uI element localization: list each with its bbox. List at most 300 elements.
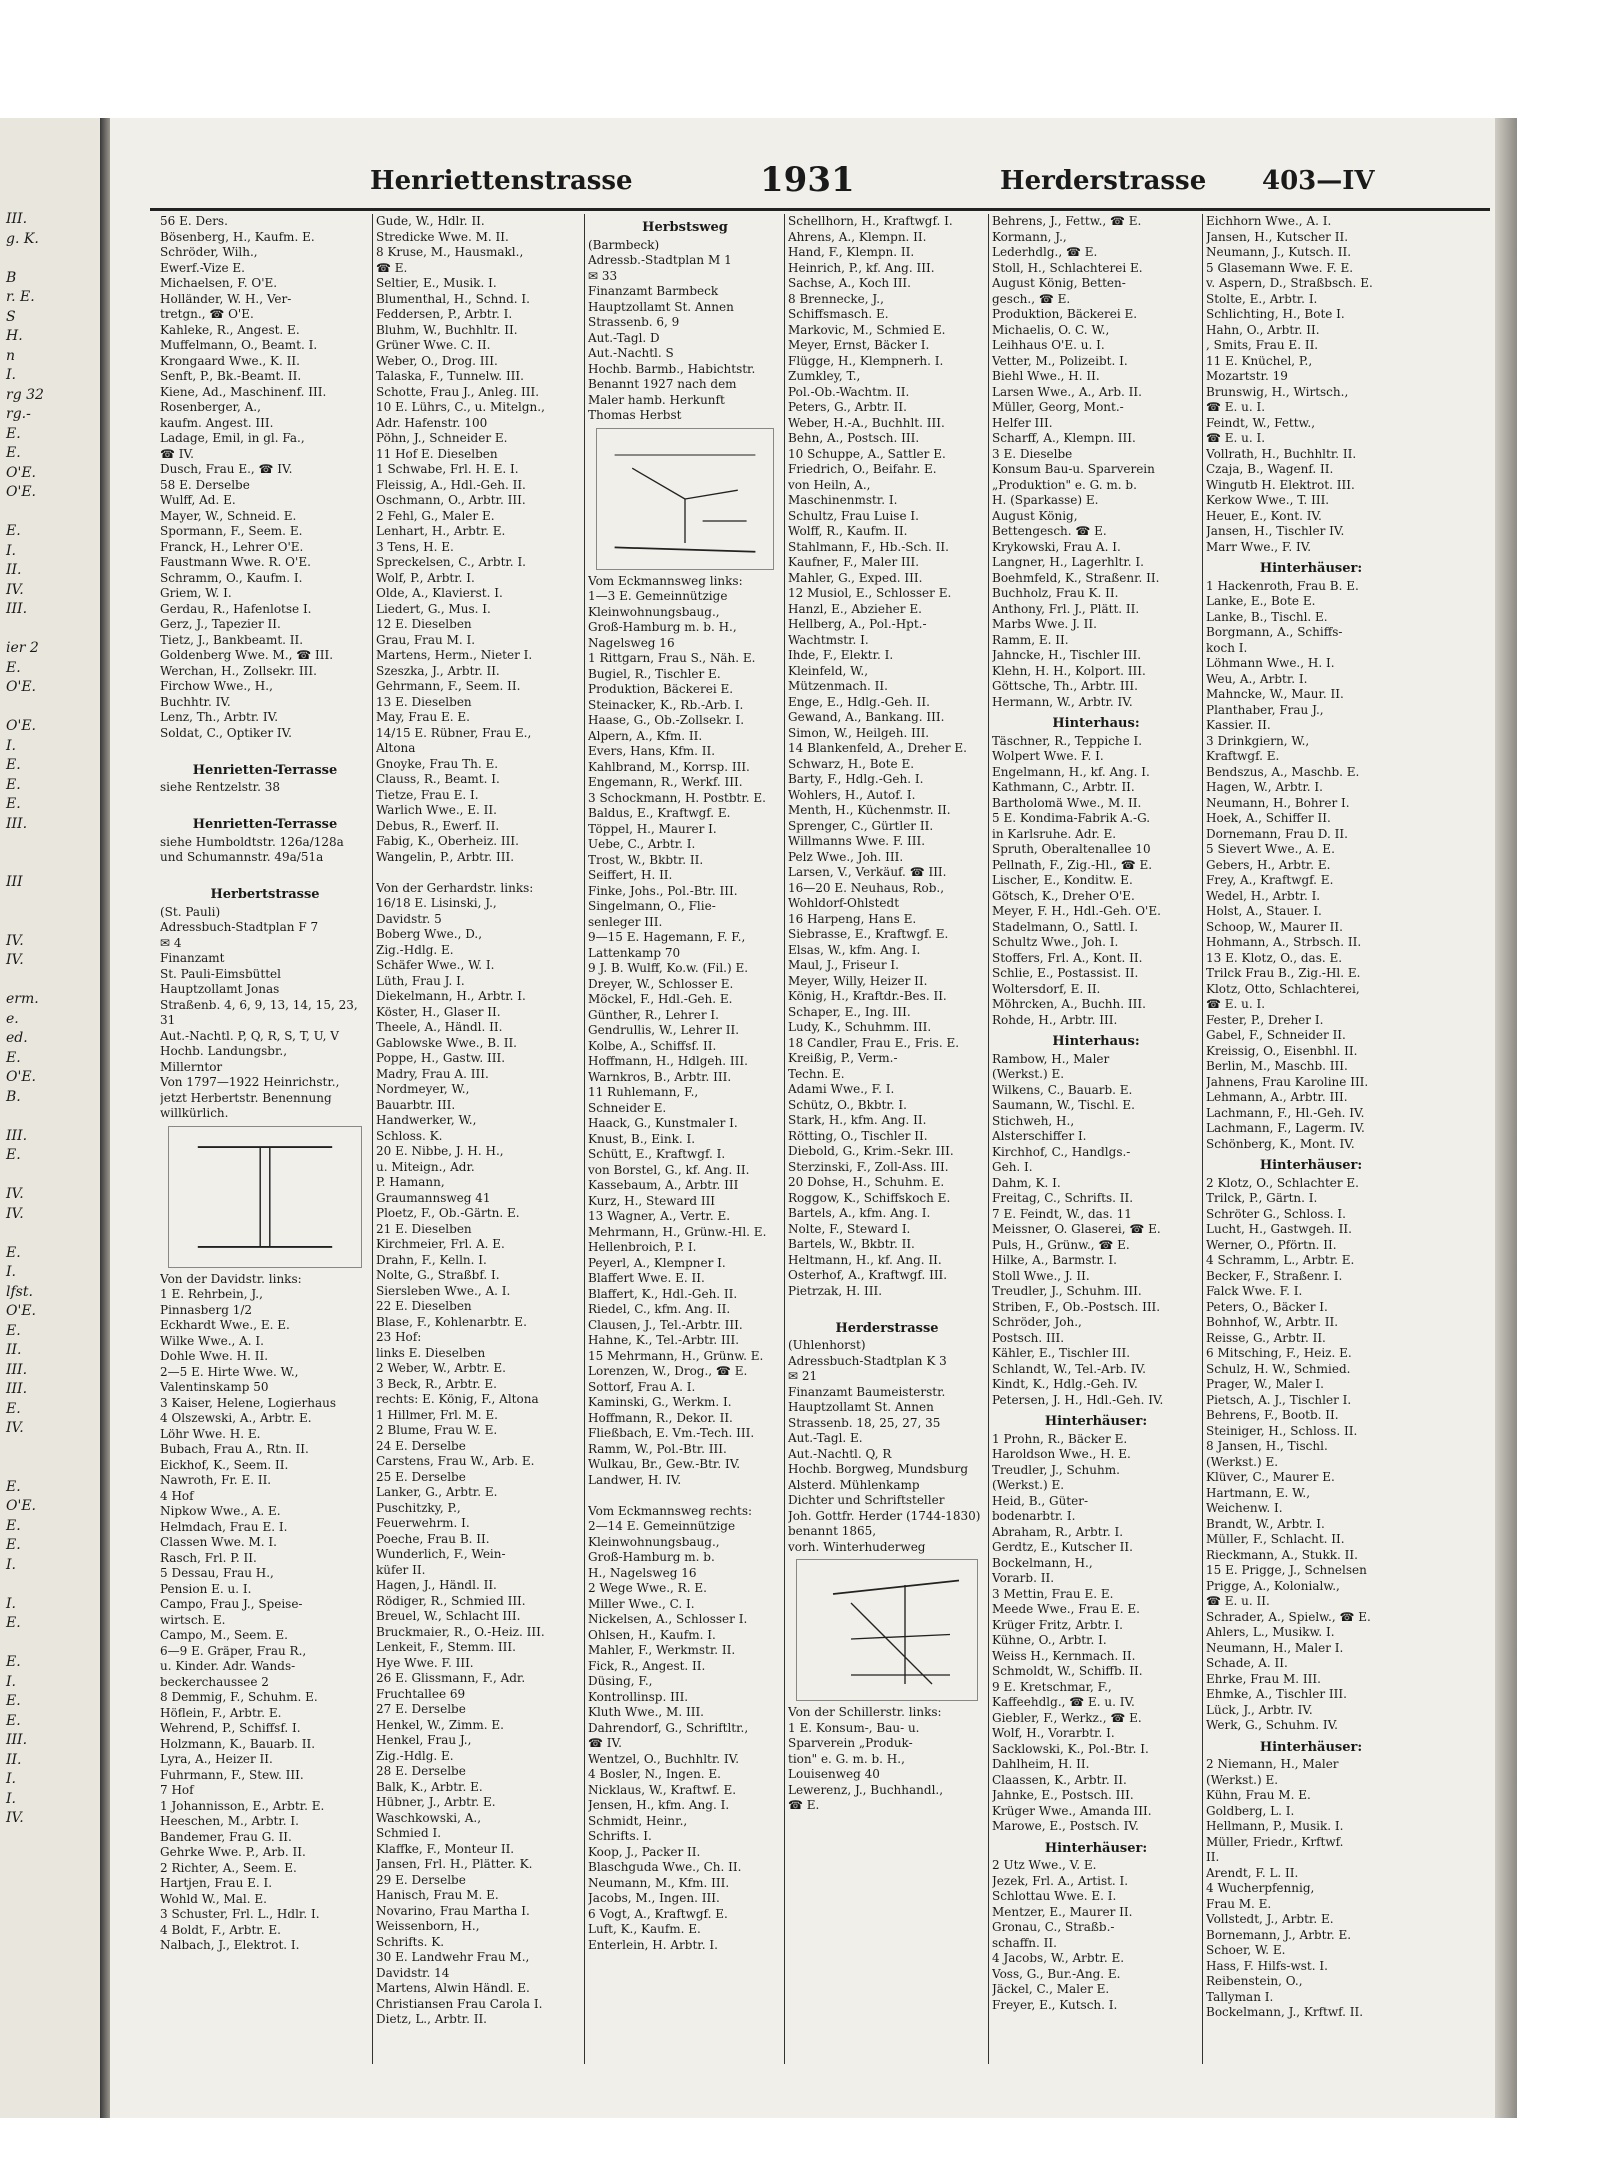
- directory-entry: Weiss H., Kernmach. II.: [992, 1648, 1136, 1663]
- directory-entry: Mützenmach. II.: [788, 679, 888, 693]
- directory-entry: Uebe, C., Arbtr. I.: [588, 837, 696, 851]
- directory-entry: 18 Candler, Frau E., Fris. E.: [788, 1035, 960, 1050]
- directory-entry: Claassen, K., Arbtr. II.: [992, 1772, 1127, 1787]
- directory-entry: 2 Utz Wwe., V. E.: [992, 1858, 1097, 1872]
- directory-entry: Wolpert Wwe. F. I.: [992, 749, 1104, 763]
- directory-entry: Peyerl, A., Klempner I.: [588, 1255, 726, 1270]
- directory-entry: Schlie, E., Postassist. II.: [992, 966, 1139, 980]
- section-heading: Henrietten-Terrasse: [192, 762, 338, 778]
- directory-entry: Spruth, Oberaltenallee 10: [992, 842, 1151, 856]
- directory-entry: 9—15 E. Hagemann, F. F.,: [588, 930, 746, 944]
- directory-entry: 27 E. Derselbe: [376, 1702, 466, 1716]
- directory-entry: 15 E. Prigge, J., Schnelsen: [1206, 1563, 1367, 1577]
- directory-entry: Helfer III.: [992, 415, 1053, 430]
- directory-entry: Schiffsmasch. E.: [788, 307, 889, 321]
- directory-entry: Stadelmann, O., Sattl. I.: [992, 919, 1139, 934]
- map-street-line: [685, 490, 738, 499]
- directory-entry: Lischer, E., Konditw. E.: [992, 873, 1133, 887]
- directory-entry: Krüger Wwe., Amanda III.: [992, 1803, 1152, 1818]
- directory-entry: (Werkst.) E.: [1206, 1454, 1279, 1469]
- directory-entry: ☎ E. u. II.: [1206, 1594, 1270, 1608]
- directory-entry: Landwer, H. IV.: [588, 1472, 682, 1487]
- directory-entry: koch I.: [1206, 640, 1248, 655]
- directory-entry: 2 Weber, W., Arbtr. E.: [376, 1361, 506, 1375]
- map-street-line: [833, 1581, 959, 1595]
- directory-entry: Wolf, H., Vorarbtr. I.: [992, 1726, 1115, 1740]
- directory-entry: u. Miteign., Adr.: [376, 1159, 475, 1174]
- directory-entry: Wentzel, O., Buchhltr. IV.: [588, 1751, 740, 1766]
- directory-entry: 1 Schwabe, Frl. H. E. I.: [376, 462, 519, 476]
- directory-entry: Ewerf.-Vize E.: [160, 260, 245, 275]
- directory-entry: Madry, Frau A. III.: [376, 1066, 489, 1081]
- directory-entry: Ramm, E. II.: [992, 632, 1069, 647]
- directory-entry: Bettengesch. ☎ E.: [992, 524, 1107, 538]
- directory-entry: Leihhaus O'E. u. I.: [992, 338, 1105, 352]
- directory-entry: Becker, F., Straßenr. I.: [1206, 1268, 1343, 1283]
- directory-entry: [160, 866, 370, 882]
- directory-entry: Lüth, Frau J. I.: [376, 973, 465, 988]
- directory-entry: Ploetz, F., Ob.-Gärtn. E.: [376, 1206, 520, 1220]
- directory-entry: 24 E. Derselbe: [376, 1438, 466, 1453]
- directory-entry: Köster, H., Glaser II.: [376, 1004, 501, 1019]
- directory-entry: Bohnhof, W., Arbtr. II.: [1206, 1315, 1339, 1329]
- directory-entry: [160, 741, 370, 757]
- directory-entry: Neumann, M., Kfm. III.: [588, 1875, 730, 1890]
- directory-entry: Hagen, J., Händl. II.: [376, 1578, 497, 1592]
- directory-entry: Schoop, W., Maurer II.: [1206, 919, 1343, 934]
- directory-entry: 26 E. Glissmann, F., Adr.: [376, 1671, 526, 1685]
- directory-entry: Zig.-Hdlg. E.: [376, 942, 454, 957]
- directory-entry: Schneider E.: [588, 1100, 667, 1115]
- directory-entry: Finke, Johs., Pol.-Btr. III.: [588, 883, 738, 898]
- directory-entry: August König, Betten-: [992, 276, 1126, 290]
- directory-entry: Kreißig, P., Verm.-: [788, 1051, 898, 1065]
- directory-entry: Engemann, R., Werkf. III.: [588, 775, 743, 789]
- directory-entry: Mahncke, W., Maur. II.: [1206, 687, 1344, 701]
- directory-entry: 3 Kaiser, Helene, Logierhaus: [160, 1395, 336, 1410]
- directory-entry: Produktion, Bäckerei E.: [992, 307, 1138, 321]
- directory-entry: Schade, A. II.: [1206, 1656, 1288, 1670]
- directory-entry: Kaufner, F., Maler III.: [788, 555, 920, 569]
- directory-entry: Krongaard Wwe., K. II.: [160, 353, 300, 368]
- directory-entry: Alsterd. Mühlenkamp: [788, 1477, 920, 1492]
- directory-entry: Gerdtz, E., Kutscher II.: [992, 1540, 1133, 1554]
- directory-entry: Dahm, K. I.: [992, 1175, 1061, 1190]
- directory-entry: 56 E. Ders.: [160, 214, 228, 228]
- directory-entry: Jansen, H., Kutscher II.: [1206, 229, 1349, 244]
- directory-entry: Heltmann, H., kf. Ang. II.: [788, 1252, 942, 1267]
- directory-entry: Meyer, Willy, Heizer II.: [788, 973, 928, 988]
- map-street-line: [851, 1603, 932, 1684]
- directory-entry: Nolte, G., Straßbf. I.: [376, 1268, 500, 1282]
- directory-entry: Wilkens, C., Bauarb. E.: [992, 1082, 1133, 1097]
- directory-entry: Jansen, H., Tischler IV.: [1206, 524, 1345, 538]
- street-map-box: [596, 428, 774, 570]
- directory-entry: Kahleke, R., Angest. E.: [160, 322, 300, 337]
- directory-entry: Boehmfeld, K., Straßenr. II.: [992, 570, 1160, 585]
- directory-entry: 3 Tens, H. E.: [376, 539, 454, 554]
- directory-entry: Woltersdorf, E. II.: [992, 981, 1101, 996]
- directory-entry: 1 Rittgarn, Frau S., Näh. E.: [588, 651, 756, 665]
- directory-entry: Ahlers, L., Musikw. I.: [1206, 1625, 1335, 1639]
- directory-entry: Hanzl, E., Abzieher E.: [788, 601, 922, 616]
- directory-entry: Kormann, J.,: [992, 229, 1067, 244]
- directory-entry: Gehrke Wwe. P., Arb. II.: [160, 1845, 306, 1859]
- directory-entry: Mentzer, E., Maurer II.: [992, 1904, 1133, 1919]
- directory-entry: [788, 1299, 986, 1315]
- directory-entry: ✉ 4: [160, 935, 182, 950]
- directory-entry: Dornemann, Frau D. II.: [1206, 826, 1348, 841]
- directory-entry: 16/18 E. Lisinski, J.,: [376, 896, 497, 910]
- directory-entry: Sottorf, Frau A. I.: [588, 1379, 696, 1394]
- directory-entry: Steinacker, K., Rb.-Arb. I.: [588, 697, 744, 712]
- directory-entry: Werchan, H., Zollsekr. III.: [160, 663, 317, 678]
- directory-entry: Kühn, Frau M. E.: [1206, 1788, 1311, 1802]
- directory-entry: Lenz, Th., Arbtr. IV.: [160, 710, 279, 724]
- directory-entry: Martens, Alwin Händl. E.: [376, 1981, 530, 1995]
- directory-entry: Lanke, E., Bote E.: [1206, 594, 1316, 608]
- directory-entry: Ladage, Emil, in gl. Fa.,: [160, 431, 305, 445]
- directory-entry: Engelmann, H., kf. Ang. I.: [992, 764, 1150, 779]
- directory-entry: Schröder, Wilh.,: [160, 245, 258, 259]
- directory-entry: Kähler, E., Tischler III.: [992, 1346, 1131, 1360]
- directory-entry: Hagen, W., Arbtr. I.: [1206, 780, 1323, 794]
- directory-entry: 21 E. Dieselben: [376, 1221, 472, 1236]
- directory-entry: 6—9 E. Gräper, Frau R.,: [160, 1643, 307, 1658]
- directory-entry: Holländer, W. H., Ver-: [160, 291, 292, 306]
- directory-entry: Berlin, M., Maschb. III.: [1206, 1059, 1348, 1073]
- directory-entry: Marowe, E., Postsch. IV.: [992, 1819, 1139, 1833]
- directory-entry: Stoll, H., Schlachterei E.: [992, 260, 1143, 275]
- directory-entry: Trilck, P., Gärtn. I.: [1206, 1191, 1318, 1205]
- directory-entry: Schmoldt, W., Schiffb. II.: [992, 1664, 1143, 1678]
- directory-entry: Nagelsweg 16: [588, 635, 675, 650]
- directory-entry: Haroldson Wwe., H. E.: [992, 1447, 1131, 1461]
- directory-entry: Handwerker, W.,: [376, 1113, 477, 1127]
- street-map-box: [796, 1559, 978, 1701]
- directory-entry: Prager, W., Maler I.: [1206, 1377, 1324, 1391]
- directory-entry: Helmdach, Frau E. I.: [160, 1519, 288, 1534]
- directory-entry: Adr. Hafenstr. 100: [376, 415, 488, 430]
- directory-entry: Szeszka, J., Arbtr. II.: [376, 663, 500, 678]
- directory-entry: Sachse, A., Koch III.: [788, 276, 911, 290]
- directory-entry: 14/15 E. Rübner, Frau E.,: [376, 725, 532, 740]
- directory-entry: Jacobs, M., Ingen. III.: [588, 1891, 720, 1905]
- directory-entry: Hartjen, Frau E. I.: [160, 1876, 273, 1890]
- directory-entry: Carstens, Frau W., Arb. E.: [376, 1454, 535, 1468]
- directory-entry: 13 Wagner, A., Vertr. E.: [588, 1209, 731, 1223]
- directory-entry: 11 E. Knüchel, P.,: [1206, 353, 1313, 368]
- directory-entry: Franck, H., Lehrer O'E.: [160, 539, 304, 554]
- directory-entry: Stredicke Wwe. M. II.: [376, 229, 509, 244]
- directory-entry: Firchow Wwe., H.,: [160, 679, 273, 693]
- directory-entry: Kleinwohnungsbaug.,: [588, 1534, 720, 1549]
- directory-entry: Neumann, H., Maler I.: [1206, 1640, 1344, 1655]
- directory-entry: Treudler, J., Schuhm. III.: [992, 1284, 1142, 1298]
- directory-entry: Mayer, W., Schneid. E.: [160, 508, 297, 523]
- directory-entry: Aut.-Tagl. E.: [788, 1431, 863, 1445]
- directory-entry: Bartholomä Wwe., M. II.: [992, 795, 1142, 810]
- section-heading: Hinterhäuser:: [1044, 1414, 1148, 1429]
- section-heading: Herderstrasse: [835, 1320, 939, 1336]
- directory-entry: 12 Musiol, E., Schlosser E.: [788, 586, 952, 600]
- directory-entry: Löhmann Wwe., H. I.: [1206, 656, 1335, 670]
- directory-entry: Bendszus, A., Maschb. E.: [1206, 764, 1360, 779]
- directory-entry: Schloss. K.: [376, 1128, 443, 1143]
- directory-entry: Frey, A., Kraftwgf. E.: [1206, 873, 1334, 887]
- directory-entry: Riedel, C., kfm. Ang. II.: [588, 1302, 731, 1316]
- directory-entry: Luft, K., Kaufm. E.: [588, 1922, 701, 1936]
- directory-entry: küfer II.: [376, 1562, 426, 1577]
- directory-entry: Schramm, O., Kaufm. I.: [160, 570, 303, 585]
- directory-entry: Kurz, H., Steward III: [588, 1193, 716, 1208]
- directory-entry: Lück, J., Arbtr. IV.: [1206, 1702, 1313, 1717]
- directory-entry: Stahlmann, F., Hb.-Sch. II.: [788, 539, 949, 554]
- directory-entry: (Werkst.) E.: [992, 1067, 1065, 1081]
- directory-entry: Lewerenz, J., Buchhandl.,: [788, 1782, 944, 1797]
- directory-entry: Lenhart, H., Arbtr. E.: [376, 524, 506, 538]
- directory-entry: 23 Hof:: [376, 1330, 422, 1344]
- directory-entry: Fleissig, A., Hdl.-Geh. II.: [376, 477, 526, 492]
- directory-entry: Schröter G., Schloss. I.: [1206, 1206, 1346, 1221]
- directory-entry: Bugiel, R., Tischler E.: [588, 666, 721, 681]
- directory-entry: kaufm. Angest. III.: [160, 415, 274, 430]
- directory-entry: Pol.-Ob.-Wachtm. II.: [788, 384, 910, 399]
- directory-entry: Markovic, M., Schmied E.: [788, 322, 946, 337]
- column-divider: [988, 214, 989, 2064]
- directory-entry: 2 Klotz, O., Schlachter E.: [1206, 1175, 1359, 1190]
- directory-entry: Kahlbrand, M., Korrsp. III.: [588, 759, 750, 774]
- directory-entry: Millerntor: [160, 1059, 223, 1074]
- directory-entry: Lachmann, F., Lagerm. IV.: [1206, 1121, 1365, 1135]
- directory-entry: Rieckmann, A., Stukk. II.: [1206, 1547, 1358, 1562]
- directory-entry: Clausen, J., Tel.-Arbtr. III.: [588, 1317, 743, 1332]
- directory-entry: Mahler, F., Werkmstr. II.: [588, 1643, 736, 1657]
- directory-entry: H., Nagelsweg 16: [588, 1565, 697, 1580]
- directory-entry: Seltier, E., Musik. I.: [376, 276, 497, 290]
- directory-entry: Finanzamt: [160, 951, 225, 965]
- directory-entry: 3 Schockmann, H. Postbtr. E.: [588, 790, 766, 805]
- directory-entry: Finanzamt Baumeisterstr.: [788, 1384, 946, 1399]
- directory-entry: Kathmann, C., Arbtr. II.: [992, 780, 1135, 794]
- directory-entry: jetzt Herbertstr. Benennung: [160, 1090, 332, 1105]
- directory-entry: 2 Fehl, G., Maler E.: [376, 508, 495, 523]
- directory-entry: Steiniger, H., Schloss. II.: [1206, 1423, 1358, 1438]
- directory-entry: Wolf, P., Arbtr. I.: [376, 570, 475, 585]
- directory-entry: Kassebaum, A., Arbtr. III: [588, 1178, 739, 1192]
- directory-entry: Willmanns Wwe. F. III.: [788, 834, 926, 848]
- section-heading: Hinterhäuser:: [1259, 1739, 1363, 1755]
- directory-entry: Feddersen, P., Arbtr. I.: [376, 307, 513, 321]
- directory-entry: senleger III.: [588, 914, 663, 929]
- directory-entry: Sprenger, C., Gürtler II.: [788, 818, 934, 833]
- directory-entry: 2—14 E. Gemeinnützige: [588, 1519, 736, 1533]
- directory-entry: Lyra, A., Heizer II.: [160, 1752, 273, 1766]
- column-divider: [784, 214, 785, 2064]
- directory-entry: Lenkeit, F., Stemm. III.: [376, 1640, 516, 1654]
- directory-entry: Campo, M., Seem. E.: [160, 1628, 288, 1642]
- directory-entry: Kaminski, G., Werkm. I.: [588, 1395, 732, 1409]
- directory-entry: Aut.-Tagl. D: [588, 330, 660, 345]
- directory-entry: Kiene, Ad., Maschinenf. III.: [160, 384, 327, 399]
- directory-entry: Balk, K., Arbtr. E.: [376, 1779, 483, 1794]
- directory-entry: (St. Pauli): [160, 904, 221, 919]
- directory-entry: Davidstr. 5: [376, 911, 442, 926]
- directory-entry: Hartmann, E. W.,: [1206, 1485, 1311, 1500]
- directory-entry: Wohldorf-Ohlstedt: [788, 896, 900, 910]
- directory-entry: Griem, W. I.: [160, 586, 232, 600]
- directory-entry: Behn, A., Postsch. III.: [788, 431, 920, 445]
- directory-entry: 25 E. Derselbe: [376, 1469, 466, 1484]
- directory-entry: Gabel, F., Schneider II.: [1206, 1028, 1346, 1042]
- directory-entry: Kühne, O., Arbtr. I.: [992, 1633, 1107, 1647]
- directory-entry: Dusch, Frau E., ☎ IV.: [160, 462, 293, 476]
- directory-entry: Kirchhof, C., Handlgs.-: [992, 1144, 1131, 1159]
- directory-entry: Baldus, E., Kraftwgf. E.: [588, 806, 731, 820]
- directory-entry: Bockelmann, H.,: [992, 1555, 1093, 1570]
- directory-entry: Götsch, K., Dreher O'E.: [992, 888, 1135, 903]
- directory-entry: Wedel, H., Arbtr. I.: [1206, 888, 1321, 903]
- directory-entry: Stark, H., kfm. Ang. II.: [788, 1113, 927, 1127]
- header-page-number: 403—IV: [1262, 166, 1375, 196]
- section-heading: Herbstsweg: [642, 220, 728, 235]
- directory-entry: rechts: E. König, F., Altona: [376, 1392, 539, 1406]
- directory-entry: Weu, A., Arbtr. I.: [1206, 671, 1308, 686]
- directory-entry: Dichter und Schriftsteller: [788, 1493, 945, 1507]
- directory-entry: Bartels, A., kfm. Ang. I.: [788, 1206, 931, 1220]
- header-year: 1931: [760, 160, 855, 200]
- directory-entry: Hochb. Borgweg, Mundsburg: [788, 1462, 969, 1476]
- directory-entry: Petersen, J. H., Hdl.-Geh. IV.: [992, 1392, 1164, 1407]
- directory-entry: 31: [160, 1013, 176, 1027]
- directory-entry: Voss, G., Bur.-Ang. E.: [992, 1966, 1121, 1981]
- directory-entry: Ramm, W., Pol.-Btr. III.: [588, 1441, 727, 1456]
- directory-entry: Schultz Wwe., Joh. I.: [992, 935, 1119, 949]
- directory-entry: Pietsch, A. J., Tischler I.: [1206, 1392, 1352, 1407]
- directory-entry: von Borstel, G., kf. Ang. II.: [588, 1162, 750, 1177]
- directory-entry: Schrifts. I.: [588, 1829, 652, 1843]
- directory-entry: Wehrend, P., Schiffsf. I.: [160, 1721, 301, 1735]
- directory-entry: 16—20 E. Neuhaus, Rob.,: [788, 880, 945, 895]
- directory-entry: Hochb. Barmb., Habichtstr.: [588, 361, 756, 376]
- directory-entry: 12 E. Dieselben: [376, 617, 472, 631]
- directory-entry: 4 Bosler, N., Ingen. E.: [588, 1767, 721, 1781]
- directory-entry: 5 E. Kondima-Fabrik A.-G.: [992, 811, 1151, 825]
- directory-entry: 5 Glasemann Wwe. F. E.: [1206, 260, 1354, 275]
- directory-entry: Schröder, Joh.,: [992, 1315, 1082, 1329]
- directory-entry: Nickelsen, A., Schlosser I.: [588, 1612, 748, 1626]
- directory-entry: Fester, P., Dreher I.: [1206, 1012, 1324, 1027]
- directory-entry: Trilck Frau B., Zig.-Hl. E.: [1206, 966, 1361, 980]
- directory-entry: Konsum Bau-u. Sparverein: [992, 462, 1155, 476]
- directory-entry: Bauarbtr. III.: [376, 1097, 456, 1112]
- directory-entry: Warlich Wwe., E. II.: [376, 803, 497, 817]
- directory-entry: schaffn. II.: [992, 1935, 1057, 1950]
- directory-entry: Jäckel, C., Maler E.: [992, 1982, 1110, 1996]
- directory-entry: Buchholz, Frau K. II.: [992, 586, 1119, 600]
- directory-entry: Kleinfeld, W.,: [788, 663, 869, 678]
- directory-entry: Friedrich, O., Beifahr. E.: [788, 462, 937, 476]
- directory-entry: Lucht, H., Gastwgeh. II.: [1206, 1222, 1352, 1236]
- directory-entry: 1 E. Rehrbein, J.,: [160, 1287, 263, 1301]
- directory-entry: Weber, H.-A., Buchhlt. III.: [788, 415, 945, 430]
- directory-entry: Stoll Wwe., J. II.: [992, 1268, 1090, 1283]
- directory-entry: König, H., Kraftdr.-Bes. II.: [788, 989, 947, 1003]
- directory-entry: Spormann, F., Seem. E.: [160, 524, 303, 538]
- directory-entry: 8 Jansen, H., Tischl.: [1206, 1439, 1328, 1453]
- header-right-street: Herderstrasse: [1000, 166, 1207, 196]
- directory-entry: Altona: [376, 741, 416, 755]
- directory-entry: 3 E. Dieselbe: [992, 446, 1073, 461]
- directory-entry: 7 Hof: [160, 1783, 194, 1797]
- directory-entry: Enterlein, H. Arbtr. I.: [588, 1937, 718, 1952]
- directory-entry: Täschner, R., Teppiche I.: [992, 733, 1143, 748]
- directory-entry: 13 E. Klotz, O., das. E.: [1206, 950, 1343, 965]
- directory-entry: Ehrke, Frau M. III.: [1206, 1671, 1321, 1686]
- directory-entry: Kassier. II.: [1206, 718, 1271, 732]
- directory-entry: Schönberg, K., Mont. IV.: [1206, 1136, 1355, 1151]
- directory-entry: 10 Schuppe, A., Sattler E.: [788, 446, 946, 461]
- directory-entry: Jansen, Frl. H., Plätter. K.: [376, 1857, 533, 1871]
- directory-entry: Marr Wwe., F. IV.: [1206, 539, 1312, 554]
- directory-entry: Haase, G., Ob.-Zollsekr. I.: [588, 713, 745, 727]
- directory-entry: 4 Hof: [160, 1488, 194, 1503]
- map-street-line: [632, 468, 685, 499]
- directory-entry: Benannt 1927 nach dem: [588, 377, 737, 391]
- directory-entry: Hellenbroich, P. I.: [588, 1240, 697, 1254]
- directory-entry: Michaelsen, F. O'E.: [160, 276, 278, 290]
- directory-entry: Hoek, A., Schiffer II.: [1206, 811, 1331, 825]
- directory-entry: Eckhardt Wwe., E. E.: [160, 1318, 290, 1332]
- directory-entry: Klaffke, F., Monteur II.: [376, 1841, 515, 1856]
- directory-entry: Poppe, H., Gastw. III.: [376, 1051, 506, 1065]
- directory-entry: Stolte, E., Arbtr. I.: [1206, 291, 1318, 306]
- directory-entry: Weber, O., Drog. III.: [376, 353, 498, 368]
- directory-entry: siehe Rentzelstr. 38: [160, 780, 280, 794]
- map-street-line: [615, 547, 756, 551]
- directory-entry: Hahn, O., Arbtr. II.: [1206, 322, 1320, 337]
- directory-entry: und Schumannstr. 49a/51a: [160, 850, 324, 864]
- directory-entry: Feuerwehrm. I.: [376, 1516, 470, 1530]
- directory-entry: Müller, F., Schlacht. II.: [1206, 1532, 1345, 1546]
- book-gutter: [100, 118, 110, 2118]
- directory-entry: Trost, W., Bkbtr. II.: [588, 852, 704, 867]
- directory-entry: Bandemer, Frau G. II.: [160, 1829, 292, 1844]
- directory-entry: 1 Hillmer, Frl. M. E.: [376, 1407, 498, 1422]
- directory-entry: Heuer, E., Kont. IV.: [1206, 508, 1322, 523]
- directory-entry: (Uhlenhorst): [788, 1338, 866, 1352]
- directory-entry: Peters, O., Bäcker I.: [1206, 1299, 1328, 1314]
- directory-entry: Muffelmann, O., Beamt. I.: [160, 338, 318, 352]
- directory-entry: Faustmann Wwe. R. O'E.: [160, 555, 311, 569]
- directory-entry: Meyer, F. H., Hdl.-Geh. O'E.: [992, 904, 1161, 918]
- directory-entry: Martens, Herm., Nieter I.: [376, 648, 533, 662]
- directory-entry: Breuel, W., Schlacht III.: [376, 1609, 521, 1623]
- directory-entry: Drahn, F., Kelln. I.: [376, 1252, 487, 1267]
- directory-entry: Osterhof, A., Kraftwgf. III.: [788, 1268, 948, 1282]
- directory-entry: Anthony, Frl. J., Plätt. II.: [992, 601, 1140, 616]
- directory-entry: Grüner Wwe. C. II.: [376, 338, 491, 352]
- directory-entry: Bockelmann, J., Krftwf. II.: [1206, 2005, 1364, 2019]
- directory-entry: Lederhdlg., ☎ E.: [992, 245, 1098, 259]
- directory-entry: Goldberg, L. I.: [1206, 1803, 1295, 1818]
- column-4: [788, 214, 986, 2074]
- directory-entry: Blase, F., Kohlenarbtr. E.: [376, 1314, 527, 1329]
- directory-entry: Hochb. Landungsbr.,: [160, 1044, 288, 1058]
- directory-entry: Pinnasberg 1/2: [160, 1302, 253, 1317]
- directory-entry: Tietze, Frau E. I.: [376, 787, 479, 802]
- directory-entry: Schulz, H. W., Schmied.: [1206, 1361, 1351, 1376]
